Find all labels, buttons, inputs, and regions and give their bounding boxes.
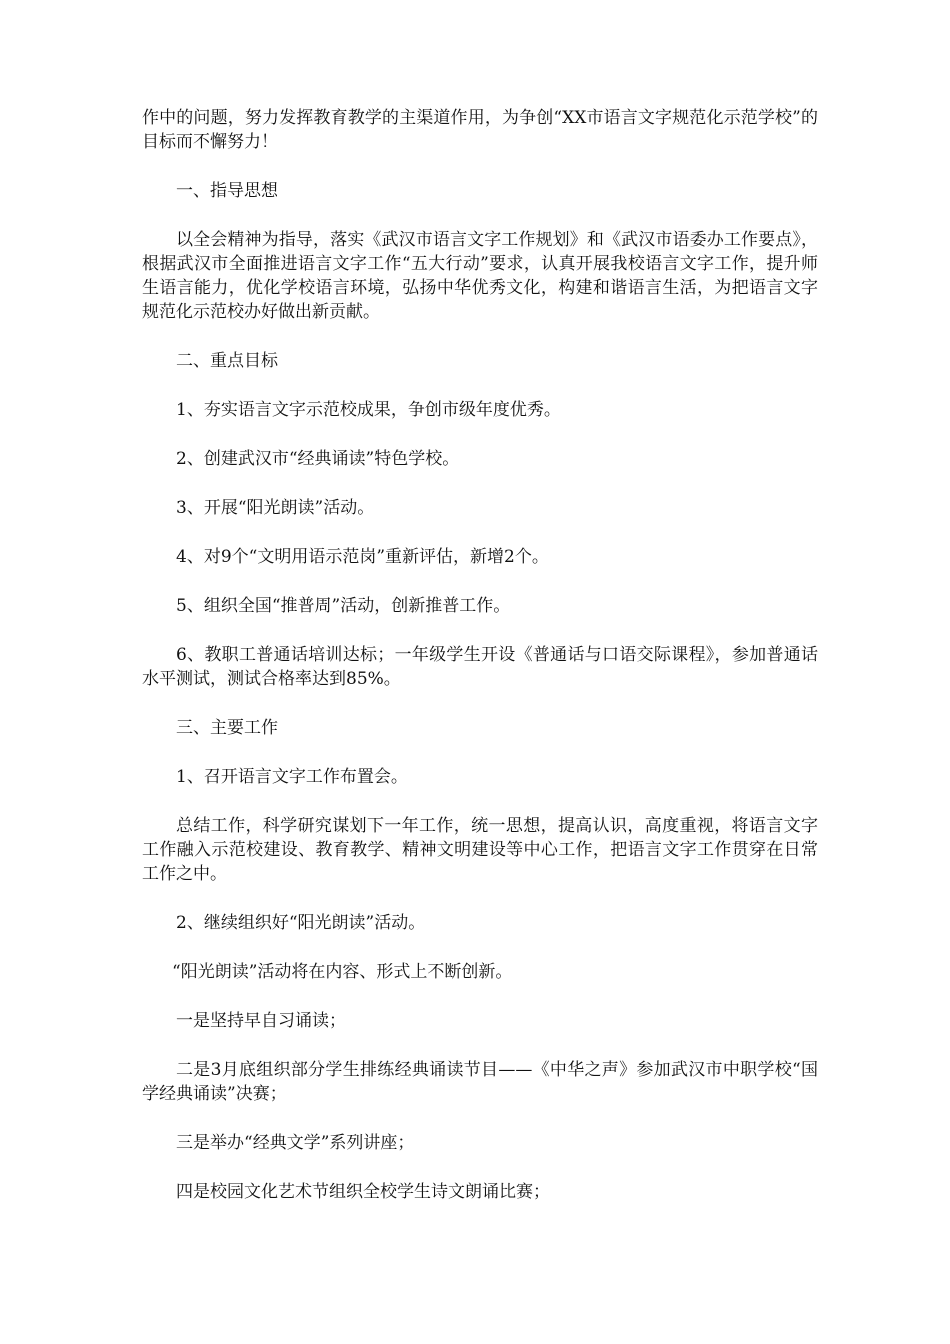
paragraph-guiding-thought: 以全会精神为指导，落实《武汉市语言文字工作规划》和《武汉市语委办工作要点》，根据武汉市全面推进语言文字工作“五大行动”要求，认真开展我校语言文字工作，提升师生语言能力，优化学校语言环境，弘扬中华优秀文化，构建和谐语言生活，为把语言文字规范化示范校办好做出新贡献。: [142, 230, 818, 322]
goal-item-3: 3、开展“阳光朗读”活动。: [176, 498, 375, 518]
activity-item-1: 一是坚持早自习诵读；: [176, 1011, 346, 1031]
section-heading-main-work: 三、主要工作: [176, 718, 278, 738]
paragraph-intro-continuation: 作中的问题，努力发挥教育教学的主渠道作用，为争创“XX市语言文字规范化示范学校”的目标而不懈努力！: [142, 108, 818, 152]
work-item-2: 2、继续组织好“阳光朗读”活动。: [176, 913, 426, 933]
goal-item-6: 6、教职工普通话培训达标；一年级学生开设《普通话与口语交际课程》，参加普通话水平测试，测试合格率达到85%。: [142, 645, 818, 689]
activity-item-2: 二是3月底组织部分学生排练经典诵读节目——《中华之声》参加武汉市中职学校“国学经典诵读”决赛；: [142, 1060, 818, 1104]
goal-item-1: 1、夯实语言文字示范校成果，争创市级年度优秀。: [176, 400, 561, 420]
goal-item-5: 5、组织全国“推普周”活动，创新推普工作。: [176, 596, 511, 616]
section-heading-key-goals: 二、重点目标: [176, 351, 278, 371]
activity-item-4: 四是校园文化艺术节组织全校学生诗文朗诵比赛；: [176, 1182, 550, 1202]
goal-item-4: 4、对9个“文明用语示范岗”重新评估，新增2个。: [176, 547, 549, 567]
paragraph-work-item-2-detail: “阳光朗读”活动将在内容、形式上不断创新。: [172, 962, 513, 982]
document-page: [142, 106, 818, 1229]
work-item-1: 1、召开语言文字工作布置会。: [176, 767, 408, 787]
paragraph-work-item-1-detail: 总结工作，科学研究谋划下一年工作，统一思想，提高认识，高度重视，将语言文字工作融入示范校建设、教育教学、精神文明建设等中心工作，把语言文字工作贯穿在日常工作之中。: [142, 816, 818, 884]
section-heading-guiding-thought: 一、指导思想: [176, 181, 278, 201]
goal-item-2: 2、创建武汉市“经典诵读”特色学校。: [176, 449, 460, 469]
activity-item-3: 三是举办“经典文学”系列讲座；: [176, 1133, 415, 1153]
